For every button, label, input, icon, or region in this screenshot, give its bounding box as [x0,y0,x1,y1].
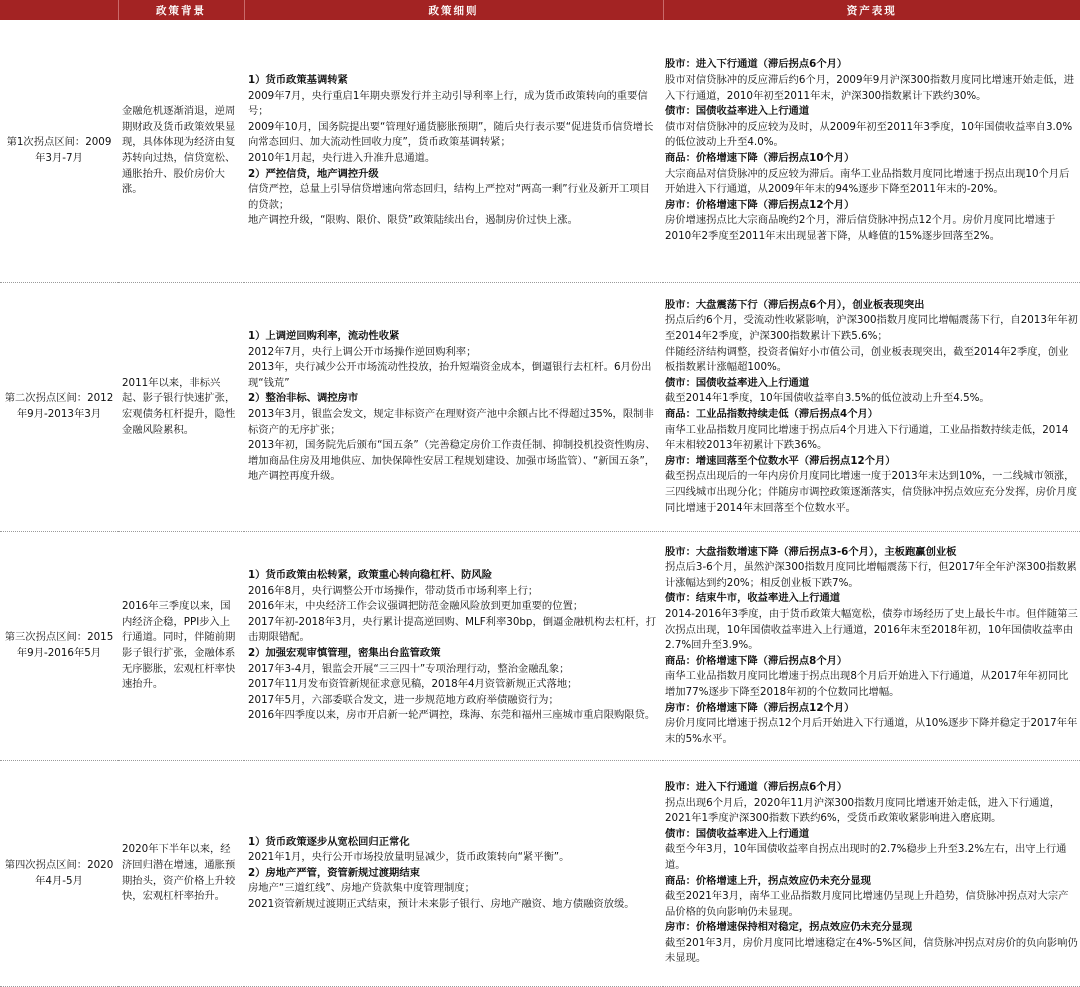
performance-cell [663,20,1080,283]
policy-item: 2012年7月，央行上调公开市场操作逆回购利率； [248,345,477,358]
policy-heading: 1）货币政策由松转紧，政策重心转向稳杠杆、防风险 [248,569,492,582]
asset-heading: 债市：国债收益率进入上行通道 [665,105,810,118]
asset-heading: 房市：价格增速保持相对稳定，拐点效应仍未充分显现 [665,921,913,934]
policy-item: 2016年末，中央经济工作会议强调把防范金融风险放到更加重要的位置； [248,600,584,613]
asset-item: 拐点后约6个月，受流动性收紧影响，沪深300指数月度同比增幅震荡下行，自2013年年初至2014年2季度，沪深300指数累计下跌5.6%； [665,314,1078,343]
policy-item: 房地产“三道红线”、房地产贷款集中度管理制度； [248,882,475,895]
table-header-row [0,0,1080,20]
policy-heading: 2）整治非标、调控房市 [248,392,359,405]
background-cell: 金融危机逐渐消退，逆周期财政及货币政策效果显现，具体体现为经济由复苏转向过热，信贷宽松、通胀抬升、股价房价大涨。 [118,20,244,283]
asset-heading: 股市：大盘指数增速下降（滞后拐点3-6个月），主板跑赢创业板 [665,545,957,558]
asset-heading: 房市：增速回落至个位数水平（滞后拐点12个月） [665,454,896,467]
asset-item: 截至201年3月，房价月度同比增速稳定在4%-5%区间，信贷脉冲拐点对房价的负向影响仍未显现。 [665,936,1078,965]
policy-item: 2009年10月，国务院提出要“管理好通货膨胀预期”，随后央行表示要“促进货币信贷增长向常态回归、加大流动性回收力度”，货币政策基调转紧； [248,120,654,149]
asset-heading: 房市：价格增速下降（滞后拐点12个月） [665,701,855,714]
policy-item: 2009年7月，央行重启1年期央票发行并主动引导利率上行，成为货币政策转向的重要信号； [248,89,648,118]
policy-item: 地产调控升级，“限购、限价、限贷”政策陆续出台，遏制房价过快上涨。 [248,214,578,227]
details-cell [244,283,663,532]
table-row [0,532,1080,761]
asset-heading: 债市：国债收益率进入上行通道 [665,376,810,389]
policy-item: 2021年1月，央行公开市场投放量明显减少，货币政策转向“紧平衡”。 [248,851,570,864]
asset-item: 截至今年3月，10年国债收益率自拐点出现时的2.7%稳步上升至3.2%左右，出守上行通道。 [665,843,1067,871]
asset-item: 截至拐点出现后的一年内房价月度同比增速一度于2013年末达到10%，一二线城市领涨，三四线城市出现分化；伴随房市调控政策逐渐落实，信贷脉冲拐点效应充分发挥，房价月度同比增速于2014年末回落至个位数水平。 [665,470,1077,514]
header-interval [0,0,118,20]
policy-heading: 2）房地产严管，资管新规过渡期结束 [248,866,420,879]
asset-heading: 债市：国债收益率进入上行通道 [665,827,810,840]
background-cell: 2020年下半年以来，经济回归潜在增速，通胀预期抬头，资产价格上升较快，宏观杠杆率抬升。 [118,761,244,987]
table-row [0,283,1080,532]
header-details: 政策细则 [244,0,663,20]
asset-heading: 商品：价格增速上升，拐点效应仍未充分显现 [665,874,871,887]
asset-heading: 商品：工业品指数持续走低（滞后拐点4个月） [665,408,879,420]
asset-item: 2014-2016年3季度，由于货币政策大幅宽松，债券市场经历了史上最长牛市。但伴随第三次拐点出现，10年国债收益率进入上行通道，2016年末至2018年初，10年国债收益率由2.7%回升至3.9%。 [665,608,1078,652]
asset-heading: 商品：价格增速下降（滞后拐点8个月） [665,654,848,667]
asset-item: 房价增速拐点比大宗商品晚约2个月，滞后信贷脉冲拐点12个月。房价月度同比增速于2010年2季度至2011年末出现显著下降，从峰值的15%逐步回落至2%。 [665,214,1056,242]
policy-item: 2016年四季度以来，房市开启新一轮严调控，珠海、东莞和福州三座城市重启限购限贷。 [248,709,656,722]
asset-item: 南华工业品指数月度同比增速于拐点出现8个月后开始进入下行通道，从2017年年初同比增加77%逐步下降至2018年初的个位数同比增幅。 [665,670,1069,698]
policy-heading: 1）上调逆回购利率，流动性收紧 [248,330,400,343]
background-cell: 2016年三季度以来，国内经济企稳，PPI步入上行通道。同时，伴随前期影子银行扩张，金融体系无序膨胀，宏观杠杆率快速抬升。 [118,532,244,761]
asset-heading: 商品：价格增速下降（滞后拐点10个月） [665,152,855,164]
asset-item: 截至2021年3月，南华工业品指数月度同比增速仍呈现上升趋势，信贷脉冲拐点对大宗产品价格的负向影响仍未显现。 [665,890,1069,918]
policy-heading: 1）货币政策基调转紧 [248,74,348,87]
asset-heading: 股市：大盘震荡下行（滞后拐点6个月），创业板表现突出 [665,298,925,311]
asset-item: 伴随经济结构调整，投资者偏好小市值公司，创业板表现突出，截至2014年2季度，创业板指数累计涨幅超100%。 [665,345,1069,374]
policy-heading: 2）严控信贷，地产调控升级 [248,167,379,180]
policy-item: 2013年3月，银监会发文，规定非标资产在理财资产池中余额占比不得超过35%，限制非标资产的无序扩张； [248,408,654,436]
policy-heading: 1）货币政策逐步从宽松回归正常化 [248,835,410,848]
asset-item: 拐点后3-6个月，虽然沪深300指数月度同比增幅震荡下行，但2017年全年沪深300指数累计涨幅达到约20%；相反创业板下跌7%。 [665,561,1077,589]
interval-cell: 第二次拐点区间：2012年9月-2013年3月 [0,283,118,532]
policy-item: 2017年初-2018年3月，央行累计提高逆回购、MLF利率30bp，倒逼金融机构去杠杆，打击期限错配。 [248,615,657,644]
asset-heading: 股市：进入下行通道（滞后拐点6个月） [665,58,848,71]
policy-item: 2021资管新规过渡期正式结束，预计未来影子银行、房地产融资、地方债融资放缓。 [248,897,635,910]
asset-item: 股市对信贷脉冲的反应滞后约6个月，2009年9月沪深300指数月度同比增速开始走低，进入下行通道，2010年初至2011年末，沪深300指数累计下跌约30%。 [665,74,1075,102]
policy-heading: 2）加强宏观审慎管理，密集出台监管政策 [248,647,441,659]
asset-item: 南华工业品指数月度同比增速于拐点后4个月进入下行通道，工业品指数持续走低，2014年末相较2013年初累计下跌36%。 [665,423,1069,452]
policy-item: 2016年8月，央行调整公开市场操作，带动货币市场利率上行； [248,584,539,597]
performance-cell [663,283,1080,532]
header-background: 政策背景 [118,0,244,20]
details-cell [244,532,663,761]
policy-item: 2013年，央行减少公开市场流动性投放，抬升短端资金成本，倒逼银行去杠杆。6月份出现“钱荒” [248,361,652,389]
asset-item: 大宗商品对信贷脉冲的反应较为滞后。南华工业品指数月度同比增速于拐点出现10个月后开始进入下行通道，从2009年年末的94%逐步下降至2011年末的-20%。 [665,167,1070,196]
asset-heading: 股市：进入下行通道（滞后拐点6个月） [665,780,848,793]
interval-cell: 第四次拐点区间：2020年4月-5月 [0,761,118,987]
table-row [0,761,1080,987]
performance-cell [663,532,1080,761]
asset-item: 房价月度同比增速于拐点12个月后开始进入下行通道，从10%逐步下降并稳定于2017年年末的5%水平。 [665,717,1078,745]
background-cell: 2011年以来，非标兴起、影子银行快速扩张，宏观债务杠杆提升，隐性金融风险累积。 [118,283,244,532]
policy-item: 2017年3-4月，银监会开展“三三四十”专项治理行动，整治金融乱象； [248,662,570,675]
interval-cell: 第三次拐点区间：2015年9月-2016年5月 [0,532,118,761]
policy-item: 2017年5月，六部委联合发文，进一步规范地方政府举债融资行为； [248,693,559,706]
table-row [0,20,1080,283]
header-performance: 资产表现 [663,0,1080,20]
policy-item: 2010年1月起，央行进入升准升息通道。 [248,152,436,164]
policy-item: 信贷严控，总量上引导信贷增速向常态回归，结构上严控对“两高一剩”行业及新开工项目的贷款； [248,183,650,211]
policy-item: 2013年初，国务院先后颁布“国五条”（完善稳定房价工作责任制、抑制投机投资性购房、增加商品住房及用地供应、加快保障性安居工程规划建设、加强市场监管）、“新国五条”，地产调控再度升级。 [248,439,656,483]
performance-cell [663,761,1080,987]
details-cell [244,20,663,283]
asset-item: 截至2014年1季度，10年国债收益率自3.5%的低位波动上升至4.5%。 [665,392,990,405]
asset-heading: 房市：价格增速下降（滞后拐点12个月） [665,198,855,211]
asset-item: 债市对信贷脉冲的反应较为及时，从2009年初至2011年3季度，10年国债收益率自3.0%的低位波动上升至4.0%。 [665,120,1073,149]
asset-heading: 债市：结束牛市，收益率进入上行通道 [665,592,841,605]
asset-item: 拐点出现6个月后，2020年11月沪深300指数月度同比增速开始走低，进入下行通道，2021年1季度沪深300指数下跌约6%，受货币政策收紧影响进入磨底期。 [665,796,1061,825]
interval-cell: 第1次拐点区间：2009年3月-7月 [0,20,118,283]
policy-item: 2017年11月发布资管新规征求意见稿，2018年4月资管新规正式落地； [248,678,578,691]
details-cell [244,761,663,987]
